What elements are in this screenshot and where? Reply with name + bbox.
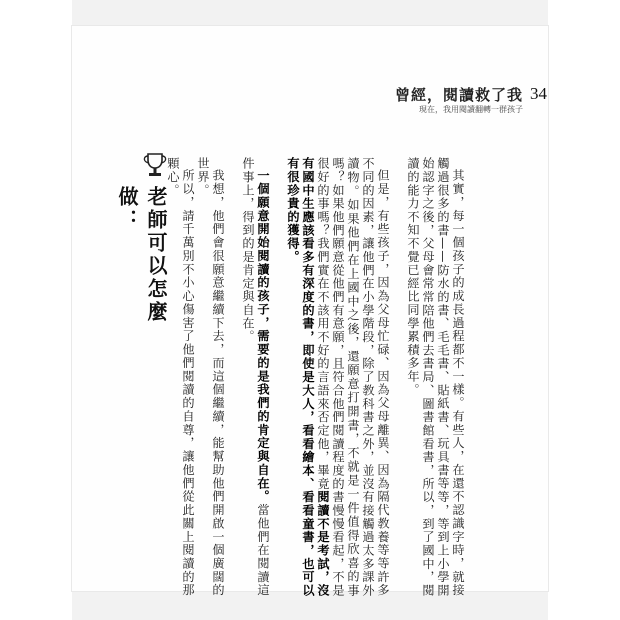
paragraph-3-text: 當他們在閱讀這件事上，得到的是肯定與自在。: [241, 157, 270, 597]
paragraph-2: [285, 157, 390, 597]
running-header-title: 曾經，閱讀救了我: [394, 86, 523, 104]
paragraph-4: 我想，他們會很願意繼續下去，而這個繼續，能幫助他們開啟一個廣闊的世界。: [196, 157, 225, 597]
paragraph-2-text: 但是，有些孩子，因為父母忙碌、因為父母離異、因為隔代教養等等許多不同的因素，讓他們在小學階段，除了教科書之外，並沒有接觸過太多課外讀物。如果他們在上國中之後，還願意打開書，不就是一件值得欣喜的事嗎？如果他們願意從他們有意願，且符合他們閱讀程度的書慢慢看起，不是很好的事嗎？我們實在不該用不好的言語來否定他，畢竟: [316, 157, 390, 597]
page-number: 34: [530, 84, 547, 103]
paragraph-1: 其實，每一個孩子的成長過程都不一樣。有些人，在還不認識字時，就接觸過很多的書——防水的書、毛毛書、貼紙書、玩具書等等，等到上小學開始認字之後，父母會常常陪他們去書局、圖書館看書，所以，到了國中，閱讀的能力不知不覺已經比同學累積多年。: [406, 157, 465, 597]
paragraph-3: [240, 157, 270, 597]
vertical-body-text: [165, 157, 465, 597]
paragraph-3-bold: 一個願意開始閱讀的孩子，需要的是我們的肯定與自在。: [256, 169, 270, 504]
paragraph-5: 所以，請千萬別不小心傷害了他們閱讀的自尊，讓他們從此關上閱讀的那顆心。: [166, 157, 195, 597]
section-heading: 老師可以怎麼做：: [115, 186, 168, 324]
running-header-subtitle: 現在，我用閱讀翻轉一群孩子: [419, 105, 523, 114]
paragraph-2-bold: 閱讀不是考試，沒有國中生應該看多有深度的書，即使是大人，看看繪本、看看童書，也可以有很珍貴的獲得。: [286, 157, 330, 597]
